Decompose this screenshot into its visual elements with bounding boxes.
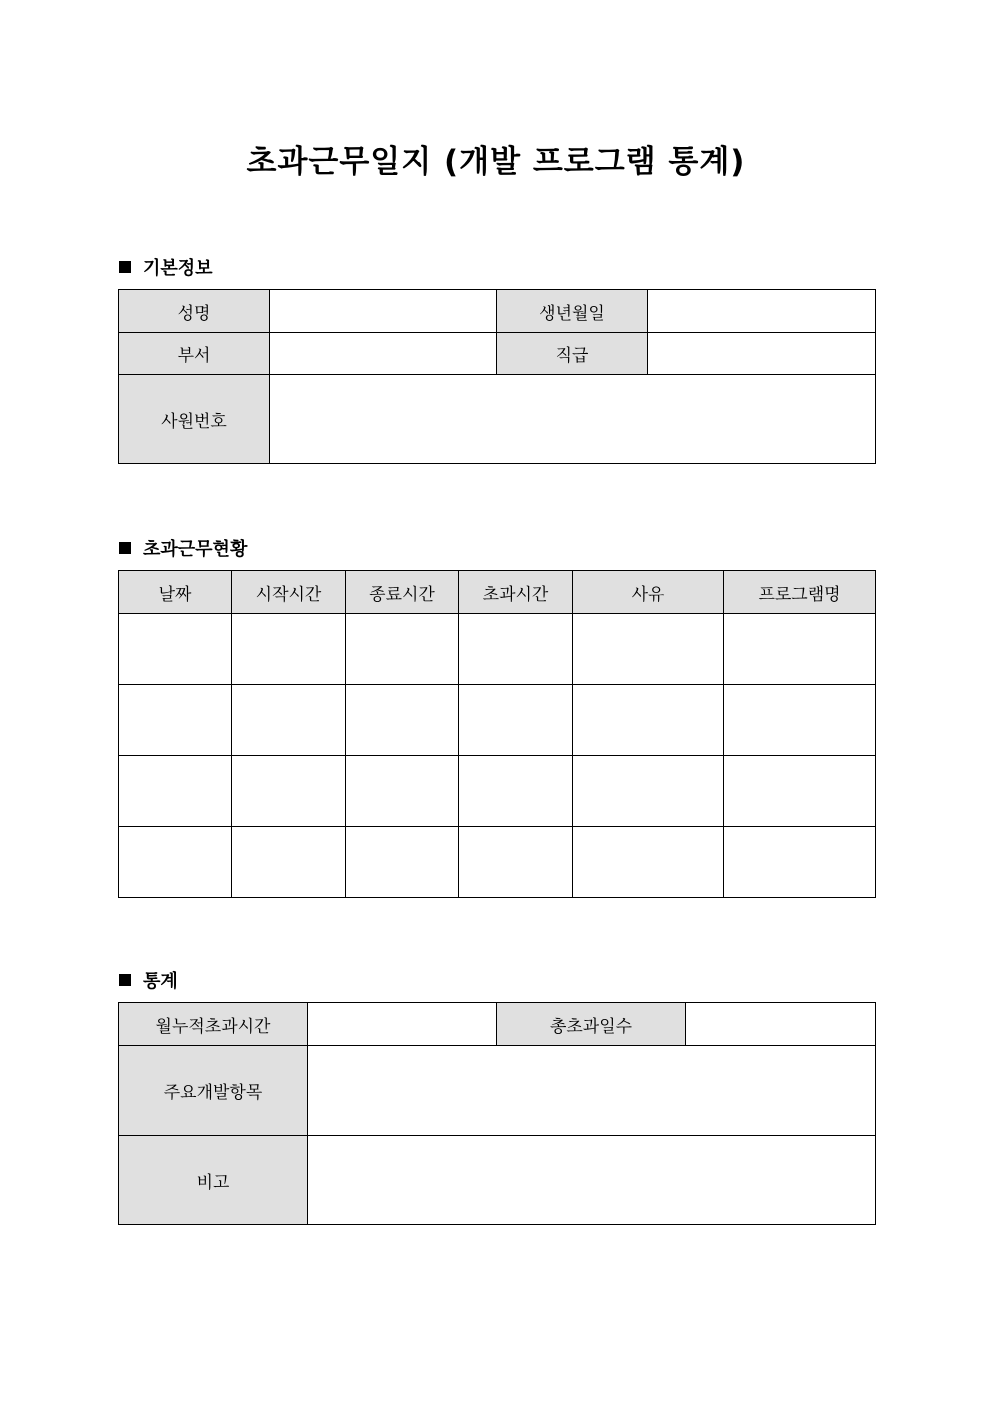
- basic-info-table: [118, 289, 876, 464]
- section-basic-info-heading: [119, 254, 213, 280]
- overtime-hours-cell[interactable]: [459, 756, 573, 827]
- program-name-cell[interactable]: [724, 756, 876, 827]
- column-header-reason: 사유: [573, 571, 724, 614]
- document-title: 초과근무일지 (개발 프로그램 통계): [246, 144, 746, 180]
- reason-cell[interactable]: [573, 827, 724, 898]
- end-time-cell[interactable]: [346, 827, 459, 898]
- end-time-cell[interactable]: [346, 685, 459, 756]
- name-label: 성명: [119, 290, 270, 333]
- total-days-label: 총초과일수: [497, 1003, 686, 1046]
- birth-field[interactable]: [648, 290, 876, 333]
- main-items-field[interactable]: [308, 1046, 876, 1136]
- square-bullet-icon: [119, 974, 131, 986]
- monthly-overtime-field[interactable]: [308, 1003, 497, 1046]
- column-header-overtime-hours: 초과시간: [459, 571, 573, 614]
- section-basic-info-title: 기본정보: [143, 258, 213, 279]
- start-time-cell[interactable]: [232, 827, 346, 898]
- start-time-cell[interactable]: [232, 685, 346, 756]
- dept-field[interactable]: [270, 333, 497, 375]
- overtime-hours-cell[interactable]: [459, 614, 573, 685]
- date-cell[interactable]: [119, 614, 232, 685]
- name-field[interactable]: [270, 290, 497, 333]
- reason-cell[interactable]: [573, 685, 724, 756]
- total-days-field[interactable]: [686, 1003, 876, 1046]
- overtime-header-row: [119, 571, 876, 614]
- employee-no-label: 사원번호: [119, 375, 270, 464]
- stats-table: [118, 1002, 876, 1225]
- program-name-cell[interactable]: [724, 827, 876, 898]
- table-row: [119, 614, 876, 685]
- column-header-start-time: 시작시간: [232, 571, 346, 614]
- table-row: [119, 756, 876, 827]
- section-overtime-heading: [119, 535, 247, 561]
- start-time-cell[interactable]: [232, 756, 346, 827]
- start-time-cell[interactable]: [232, 614, 346, 685]
- square-bullet-icon: [119, 542, 131, 554]
- section-overtime-title: 초과근무현황: [143, 539, 248, 560]
- main-items-label: 주요개발항목: [119, 1046, 308, 1136]
- program-name-cell[interactable]: [724, 614, 876, 685]
- date-cell[interactable]: [119, 756, 232, 827]
- square-bullet-icon: [119, 261, 131, 273]
- employee-no-field[interactable]: [270, 375, 876, 464]
- reason-cell[interactable]: [573, 614, 724, 685]
- reason-cell[interactable]: [573, 756, 724, 827]
- date-cell[interactable]: [119, 827, 232, 898]
- end-time-cell[interactable]: [346, 614, 459, 685]
- table-row: [119, 827, 876, 898]
- date-cell[interactable]: [119, 685, 232, 756]
- position-field[interactable]: [648, 333, 876, 375]
- end-time-cell[interactable]: [346, 756, 459, 827]
- remarks-field[interactable]: [308, 1136, 876, 1225]
- section-stats-title: 통계: [143, 971, 178, 992]
- remarks-label: 비고: [119, 1136, 308, 1225]
- dept-label: 부서: [119, 333, 270, 375]
- monthly-overtime-label: 월누적초과시간: [119, 1003, 308, 1046]
- overtime-hours-cell[interactable]: [459, 685, 573, 756]
- column-header-program-name: 프로그램명: [724, 571, 876, 614]
- overtime-table: [118, 570, 876, 898]
- column-header-date: 날짜: [119, 571, 232, 614]
- column-header-end-time: 종료시간: [346, 571, 459, 614]
- table-row: [119, 685, 876, 756]
- position-label: 직급: [497, 333, 648, 375]
- birth-label: 생년월일: [497, 290, 648, 333]
- program-name-cell[interactable]: [724, 685, 876, 756]
- overtime-hours-cell[interactable]: [459, 827, 573, 898]
- section-stats-heading: [119, 967, 178, 993]
